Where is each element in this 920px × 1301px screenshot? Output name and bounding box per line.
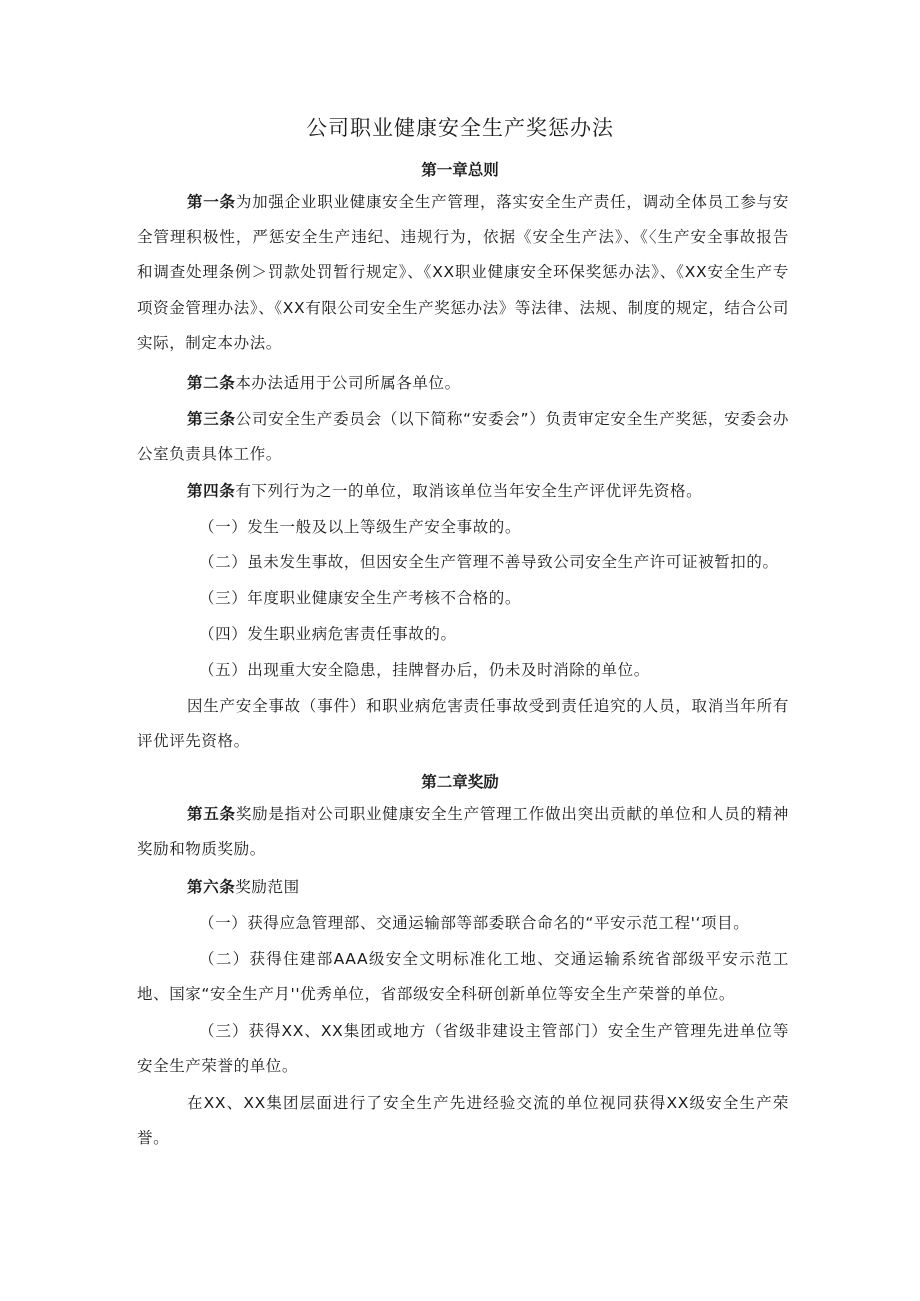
article-6 bbox=[137, 870, 789, 905]
article-5-label: 第五条 bbox=[187, 805, 236, 823]
article-4-item-4: （四）发生职业病危害责任事故的。 bbox=[199, 625, 457, 643]
article-4 bbox=[137, 474, 789, 509]
chapter-2-note: 在XX、XX集团层面进行了安全生产先进经验交流的单位视同获得XX级安全生产荣誉。 bbox=[137, 1094, 789, 1148]
article-2 bbox=[137, 366, 789, 401]
article-5 bbox=[137, 797, 789, 867]
article-2-label: 第二条 bbox=[187, 374, 236, 392]
document-title: 公司职业健康安全生产奖惩办法 bbox=[306, 116, 614, 140]
article-4-item-1: （一）发生一般及以上等级生产安全事故的。 bbox=[199, 518, 522, 536]
article-3-label: 第三条 bbox=[187, 410, 236, 428]
article-6-item-1: （一）获得应急管理部、交通运输部等部委联合命名的“平安示范工程'‘项目。 bbox=[199, 914, 750, 932]
chapter-1-heading: 第一章总则 bbox=[421, 161, 499, 179]
article-4-label: 第四条 bbox=[187, 482, 236, 500]
article-2-text: 本办法适用于公司所属各单位。 bbox=[235, 374, 461, 392]
article-1-text: 为加强企业职业健康安全生产管理，落实安全生产责任，调动全体员工参与安全管理积极性，严惩安全生产违纪、违规行为，依据《安全生产法》、《〈生产安全事故报告和调查处理条例＞罚款处罚暂行规定》、《XX职业健康安全环保奖惩办法》、《XX安全生产专项资金管理办法》、《XX有限公司安全生产奖惩办法》等法律、法规、制度的规定，结合公司实际，制定本办法。 bbox=[137, 193, 789, 352]
article-6-item-2: （二）获得住建部AAA级安全文明标准化工地、交通运输系统省部级平安示范工地、国家“安全生产月''优秀单位，省部级安全科研创新单位等安全生产荣誉的单位。 bbox=[137, 950, 789, 1004]
chapter-1-note: 因生产安全事故（事件）和职业病危害责任事故受到责任追究的人员，取消当年所有评优评先资格。 bbox=[137, 697, 789, 751]
article-1 bbox=[137, 185, 789, 361]
article-3-text: 公司安全生产委员会（以下简称“安委会”）负责审定安全生产奖惩，安委会办公室负责具体工作。 bbox=[137, 410, 789, 464]
article-5-text: 奖励是指对公司职业健康安全生产管理工作做出突出贡献的单位和人员的精神奖励和物质奖励。 bbox=[137, 805, 789, 859]
article-1-label: 第一条 bbox=[187, 193, 236, 211]
chapter-2-heading: 第二章奖励 bbox=[421, 773, 499, 791]
article-4-item-3: （三）年度职业健康安全生产考核不合格的。 bbox=[199, 589, 522, 607]
article-4-item-2: （二）虽未发生事故，但因安全生产管理不善导致公司安全生产许可证被暂扣的。 bbox=[199, 553, 779, 571]
article-6-text: 奖励范围 bbox=[235, 878, 300, 896]
article-4-text: 有下列行为之一的单位，取消该单位当年安全生产评优评先资格。 bbox=[235, 482, 703, 500]
article-4-item-5: （五）出现重大安全隐患，挂牌督办后，仍未及时消除的单位。 bbox=[199, 661, 650, 679]
article-3 bbox=[137, 402, 789, 472]
article-6-label: 第六条 bbox=[187, 878, 236, 896]
article-6-item-3: （三）获得XX、XX集团或地方（省级非建设主管部门）安全生产管理先进单位等安全生产荣誉的单位。 bbox=[137, 1022, 789, 1076]
